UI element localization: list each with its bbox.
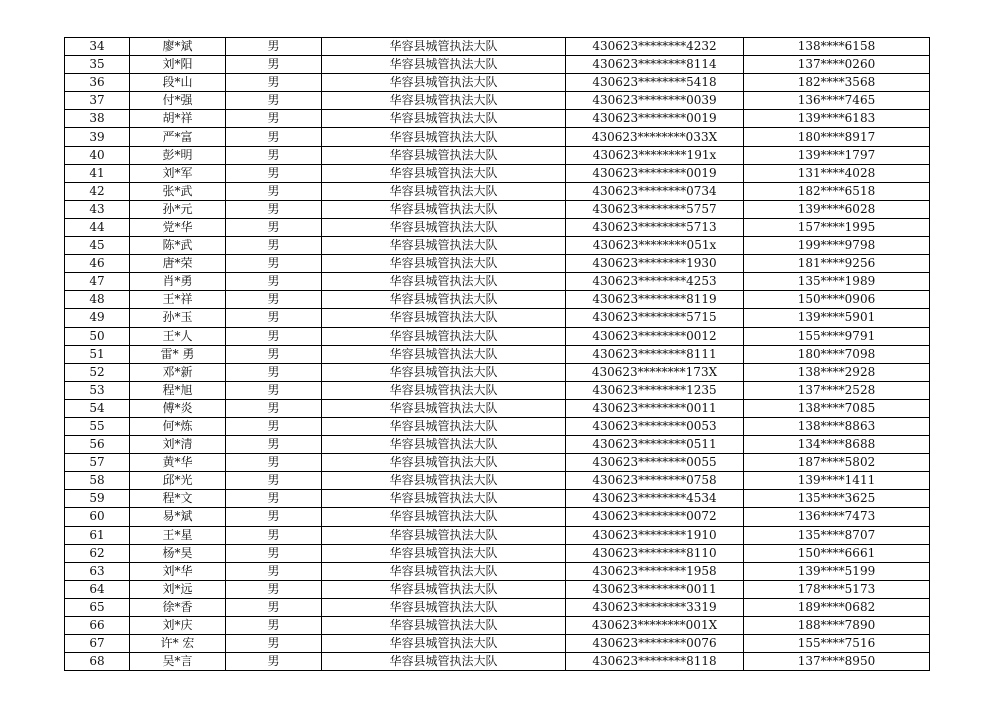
table-row	[65, 436, 930, 454]
table-row	[65, 490, 930, 508]
unit-cell: 华容县城管执法大队	[322, 128, 566, 146]
table-row	[65, 255, 930, 273]
unit-cell: 华容县城管执法大队	[322, 580, 566, 598]
row-number: 38	[65, 110, 130, 128]
gender-cell: 男	[226, 92, 322, 110]
unit-cell: 华容县城管执法大队	[322, 562, 566, 580]
gender-cell: 男	[226, 128, 322, 146]
name-cell: 刘*阳	[130, 56, 226, 74]
gender-cell: 男	[226, 490, 322, 508]
roster-table	[64, 37, 930, 671]
table-row	[65, 327, 930, 345]
row-number: 49	[65, 309, 130, 327]
unit-cell: 华容县城管执法大队	[322, 327, 566, 345]
unit-cell: 华容县城管执法大队	[322, 92, 566, 110]
name-cell: 徐*香	[130, 598, 226, 616]
phone-cell: 187****5802	[744, 454, 930, 472]
table-row	[65, 508, 930, 526]
id-number-cell: 430623********8118	[566, 653, 744, 671]
phone-cell: 181****9256	[744, 255, 930, 273]
name-cell: 唐*荣	[130, 255, 226, 273]
name-cell: 张*武	[130, 182, 226, 200]
unit-cell: 华容县城管执法大队	[322, 454, 566, 472]
table-row	[65, 562, 930, 580]
table-row	[65, 38, 930, 56]
id-number-cell: 430623********051x	[566, 237, 744, 255]
row-number: 40	[65, 146, 130, 164]
table-row	[65, 635, 930, 653]
phone-cell: 139****6183	[744, 110, 930, 128]
table-row	[65, 381, 930, 399]
phone-cell: 155****7516	[744, 635, 930, 653]
unit-cell: 华容县城管执法大队	[322, 417, 566, 435]
phone-cell: 188****7890	[744, 617, 930, 635]
phone-cell: 137****2528	[744, 381, 930, 399]
unit-cell: 华容县城管执法大队	[322, 544, 566, 562]
unit-cell: 华容县城管执法大队	[322, 164, 566, 182]
id-number-cell: 430623********5713	[566, 218, 744, 236]
phone-cell: 138****6158	[744, 38, 930, 56]
name-cell: 廖*斌	[130, 38, 226, 56]
gender-cell: 男	[226, 562, 322, 580]
id-number-cell: 430623********0055	[566, 454, 744, 472]
id-number-cell: 430623********5715	[566, 309, 744, 327]
phone-cell: 178****5173	[744, 580, 930, 598]
table-row	[65, 200, 930, 218]
name-cell: 刘*远	[130, 580, 226, 598]
gender-cell: 男	[226, 345, 322, 363]
gender-cell: 男	[226, 598, 322, 616]
gender-cell: 男	[226, 472, 322, 490]
row-number: 48	[65, 291, 130, 309]
id-number-cell: 430623********8114	[566, 56, 744, 74]
name-cell: 易*斌	[130, 508, 226, 526]
row-number: 52	[65, 363, 130, 381]
gender-cell: 男	[226, 56, 322, 74]
row-number: 36	[65, 74, 130, 92]
name-cell: 陈*武	[130, 237, 226, 255]
table-row	[65, 237, 930, 255]
table-row	[65, 617, 930, 635]
table-row	[65, 128, 930, 146]
id-number-cell: 430623********1930	[566, 255, 744, 273]
phone-cell: 155****9791	[744, 327, 930, 345]
phone-cell: 180****7098	[744, 345, 930, 363]
id-number-cell: 430623********0039	[566, 92, 744, 110]
name-cell: 何*炼	[130, 417, 226, 435]
gender-cell: 男	[226, 309, 322, 327]
name-cell: 孙*玉	[130, 309, 226, 327]
row-number: 54	[65, 399, 130, 417]
phone-cell: 150****0906	[744, 291, 930, 309]
phone-cell: 135****3625	[744, 490, 930, 508]
name-cell: 傅*炎	[130, 399, 226, 417]
table-row	[65, 653, 930, 671]
id-number-cell: 430623********5757	[566, 200, 744, 218]
row-number: 42	[65, 182, 130, 200]
gender-cell: 男	[226, 635, 322, 653]
phone-cell: 137****0260	[744, 56, 930, 74]
unit-cell: 华容县城管执法大队	[322, 146, 566, 164]
unit-cell: 华容县城管执法大队	[322, 490, 566, 508]
id-number-cell: 430623********8110	[566, 544, 744, 562]
phone-cell: 138****7085	[744, 399, 930, 417]
name-cell: 王*星	[130, 526, 226, 544]
name-cell: 刘*军	[130, 164, 226, 182]
gender-cell: 男	[226, 327, 322, 345]
row-number: 61	[65, 526, 130, 544]
phone-cell: 134****8688	[744, 436, 930, 454]
name-cell: 王*祥	[130, 291, 226, 309]
row-number: 66	[65, 617, 130, 635]
table-row	[65, 182, 930, 200]
name-cell: 严*富	[130, 128, 226, 146]
id-number-cell: 430623********0758	[566, 472, 744, 490]
id-number-cell: 430623********0011	[566, 399, 744, 417]
unit-cell: 华容县城管执法大队	[322, 182, 566, 200]
name-cell: 程*旭	[130, 381, 226, 399]
gender-cell: 男	[226, 399, 322, 417]
phone-cell: 150****6661	[744, 544, 930, 562]
name-cell: 刘*庆	[130, 617, 226, 635]
gender-cell: 男	[226, 182, 322, 200]
gender-cell: 男	[226, 237, 322, 255]
table-row	[65, 526, 930, 544]
id-number-cell: 430623********0511	[566, 436, 744, 454]
phone-cell: 138****2928	[744, 363, 930, 381]
phone-cell: 199****9798	[744, 237, 930, 255]
unit-cell: 华容县城管执法大队	[322, 200, 566, 218]
unit-cell: 华容县城管执法大队	[322, 436, 566, 454]
name-cell: 彭*明	[130, 146, 226, 164]
row-number: 65	[65, 598, 130, 616]
gender-cell: 男	[226, 146, 322, 164]
unit-cell: 华容县城管执法大队	[322, 508, 566, 526]
unit-cell: 华容县城管执法大队	[322, 399, 566, 417]
gender-cell: 男	[226, 363, 322, 381]
table-row	[65, 146, 930, 164]
id-number-cell: 430623********8111	[566, 345, 744, 363]
table-row	[65, 291, 930, 309]
unit-cell: 华容县城管执法大队	[322, 38, 566, 56]
id-number-cell: 430623********4232	[566, 38, 744, 56]
table-row	[65, 164, 930, 182]
row-number: 58	[65, 472, 130, 490]
id-number-cell: 430623********1235	[566, 381, 744, 399]
row-number: 62	[65, 544, 130, 562]
row-number: 64	[65, 580, 130, 598]
row-number: 34	[65, 38, 130, 56]
row-number: 44	[65, 218, 130, 236]
table-row	[65, 417, 930, 435]
id-number-cell: 430623********0011	[566, 580, 744, 598]
gender-cell: 男	[226, 617, 322, 635]
id-number-cell: 430623********4534	[566, 490, 744, 508]
phone-cell: 157****1995	[744, 218, 930, 236]
unit-cell: 华容县城管执法大队	[322, 617, 566, 635]
id-number-cell: 430623********1958	[566, 562, 744, 580]
unit-cell: 华容县城管执法大队	[322, 291, 566, 309]
gender-cell: 男	[226, 544, 322, 562]
id-number-cell: 430623********0019	[566, 164, 744, 182]
unit-cell: 华容县城管执法大队	[322, 74, 566, 92]
gender-cell: 男	[226, 653, 322, 671]
row-number: 59	[65, 490, 130, 508]
table-row	[65, 74, 930, 92]
row-number: 56	[65, 436, 130, 454]
unit-cell: 华容县城管执法大队	[322, 653, 566, 671]
row-number: 63	[65, 562, 130, 580]
row-number: 46	[65, 255, 130, 273]
roster-body	[65, 38, 930, 671]
gender-cell: 男	[226, 218, 322, 236]
gender-cell: 男	[226, 381, 322, 399]
unit-cell: 华容县城管执法大队	[322, 255, 566, 273]
unit-cell: 华容县城管执法大队	[322, 309, 566, 327]
unit-cell: 华容县城管执法大队	[322, 598, 566, 616]
id-number-cell: 430623********4253	[566, 273, 744, 291]
table-row	[65, 56, 930, 74]
id-number-cell: 430623********001X	[566, 617, 744, 635]
row-number: 55	[65, 417, 130, 435]
phone-cell: 189****0682	[744, 598, 930, 616]
name-cell: 黄*华	[130, 454, 226, 472]
gender-cell: 男	[226, 526, 322, 544]
id-number-cell: 430623********173X	[566, 363, 744, 381]
table-row	[65, 218, 930, 236]
phone-cell: 136****7465	[744, 92, 930, 110]
name-cell: 段*山	[130, 74, 226, 92]
gender-cell: 男	[226, 74, 322, 92]
row-number: 53	[65, 381, 130, 399]
id-number-cell: 430623********0734	[566, 182, 744, 200]
phone-cell: 139****5901	[744, 309, 930, 327]
table-row	[65, 363, 930, 381]
id-number-cell: 430623********1910	[566, 526, 744, 544]
unit-cell: 华容县城管执法大队	[322, 273, 566, 291]
unit-cell: 华容县城管执法大队	[322, 472, 566, 490]
table-row	[65, 580, 930, 598]
phone-cell: 137****8950	[744, 653, 930, 671]
table-row	[65, 345, 930, 363]
name-cell: 刘*清	[130, 436, 226, 454]
phone-cell: 136****7473	[744, 508, 930, 526]
id-number-cell: 430623********3319	[566, 598, 744, 616]
phone-cell: 131****4028	[744, 164, 930, 182]
name-cell: 邱*光	[130, 472, 226, 490]
name-cell: 许* 宏	[130, 635, 226, 653]
phone-cell: 135****1989	[744, 273, 930, 291]
id-number-cell: 430623********191x	[566, 146, 744, 164]
gender-cell: 男	[226, 508, 322, 526]
phone-cell: 138****8863	[744, 417, 930, 435]
unit-cell: 华容县城管执法大队	[322, 56, 566, 74]
name-cell: 胡*祥	[130, 110, 226, 128]
table-row	[65, 472, 930, 490]
name-cell: 肖*勇	[130, 273, 226, 291]
name-cell: 杨*昊	[130, 544, 226, 562]
unit-cell: 华容县城管执法大队	[322, 635, 566, 653]
id-number-cell: 430623********5418	[566, 74, 744, 92]
gender-cell: 男	[226, 436, 322, 454]
gender-cell: 男	[226, 454, 322, 472]
row-number: 45	[65, 237, 130, 255]
row-number: 51	[65, 345, 130, 363]
name-cell: 刘*华	[130, 562, 226, 580]
id-number-cell: 430623********8119	[566, 291, 744, 309]
name-cell: 王*人	[130, 327, 226, 345]
gender-cell: 男	[226, 291, 322, 309]
gender-cell: 男	[226, 110, 322, 128]
id-number-cell: 430623********0072	[566, 508, 744, 526]
row-number: 67	[65, 635, 130, 653]
table-row	[65, 454, 930, 472]
unit-cell: 华容县城管执法大队	[322, 381, 566, 399]
gender-cell: 男	[226, 273, 322, 291]
unit-cell: 华容县城管执法大队	[322, 218, 566, 236]
id-number-cell: 430623********0019	[566, 110, 744, 128]
gender-cell: 男	[226, 164, 322, 182]
table-row	[65, 273, 930, 291]
phone-cell: 139****1411	[744, 472, 930, 490]
gender-cell: 男	[226, 417, 322, 435]
table-row	[65, 544, 930, 562]
phone-cell: 139****5199	[744, 562, 930, 580]
phone-cell: 139****6028	[744, 200, 930, 218]
phone-cell: 182****3568	[744, 74, 930, 92]
name-cell: 吴*言	[130, 653, 226, 671]
name-cell: 邓*新	[130, 363, 226, 381]
table-row	[65, 92, 930, 110]
row-number: 37	[65, 92, 130, 110]
table-row	[65, 110, 930, 128]
row-number: 41	[65, 164, 130, 182]
row-number: 39	[65, 128, 130, 146]
row-number: 60	[65, 508, 130, 526]
table-row	[65, 399, 930, 417]
id-number-cell: 430623********0012	[566, 327, 744, 345]
row-number: 68	[65, 653, 130, 671]
row-number: 50	[65, 327, 130, 345]
unit-cell: 华容县城管执法大队	[322, 110, 566, 128]
id-number-cell: 430623********0076	[566, 635, 744, 653]
row-number: 57	[65, 454, 130, 472]
gender-cell: 男	[226, 580, 322, 598]
name-cell: 党*华	[130, 218, 226, 236]
id-number-cell: 430623********0053	[566, 417, 744, 435]
gender-cell: 男	[226, 200, 322, 218]
phone-cell: 135****8707	[744, 526, 930, 544]
phone-cell: 182****6518	[744, 182, 930, 200]
name-cell: 程*文	[130, 490, 226, 508]
name-cell: 付*强	[130, 92, 226, 110]
phone-cell: 139****1797	[744, 146, 930, 164]
name-cell: 雷* 勇	[130, 345, 226, 363]
gender-cell: 男	[226, 255, 322, 273]
id-number-cell: 430623********033X	[566, 128, 744, 146]
row-number: 47	[65, 273, 130, 291]
table-row	[65, 309, 930, 327]
unit-cell: 华容县城管执法大队	[322, 345, 566, 363]
unit-cell: 华容县城管执法大队	[322, 237, 566, 255]
unit-cell: 华容县城管执法大队	[322, 526, 566, 544]
unit-cell: 华容县城管执法大队	[322, 363, 566, 381]
row-number: 43	[65, 200, 130, 218]
phone-cell: 180****8917	[744, 128, 930, 146]
row-number: 35	[65, 56, 130, 74]
gender-cell: 男	[226, 38, 322, 56]
name-cell: 孙*元	[130, 200, 226, 218]
table-row	[65, 598, 930, 616]
